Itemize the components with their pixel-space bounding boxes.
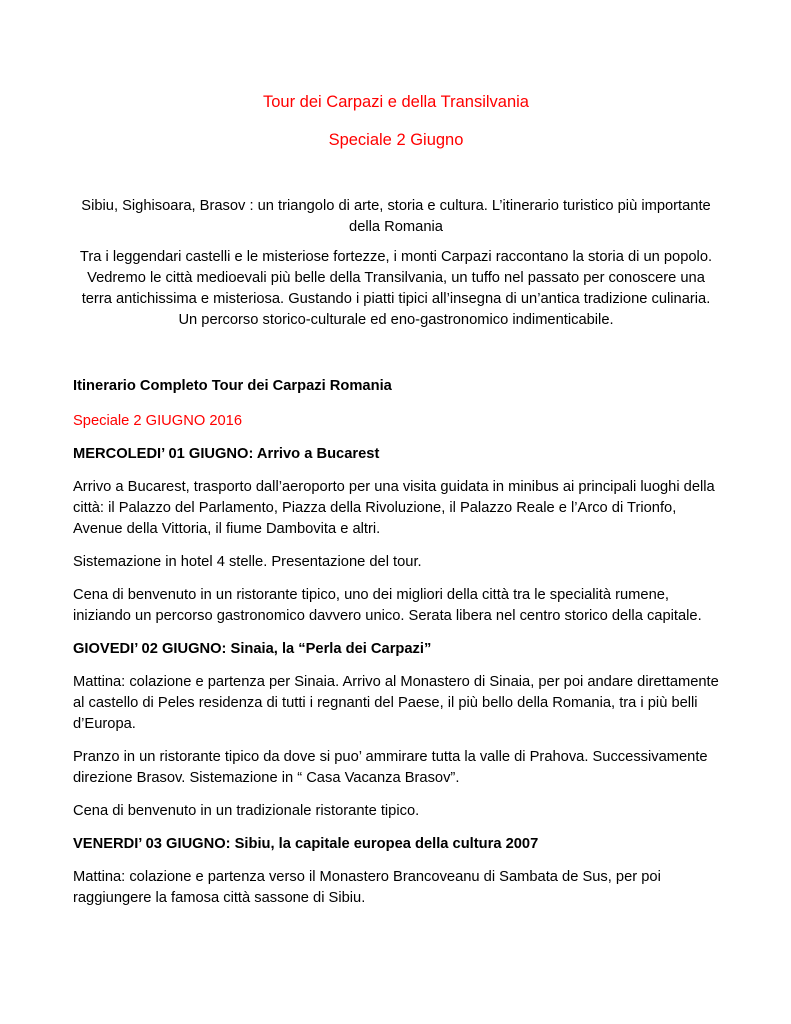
day-heading: MERCOLEDI’ 01 GIUGNO: Arrivo a Bucarest (73, 446, 380, 462)
day-paragraph: Sistemazione in hotel 4 stelle. Presentazione del tour. (73, 554, 422, 570)
day-paragraph: Cena di benvenuto in un tradizionale ristorante tipico. (73, 803, 420, 819)
intro-body: Tra i leggendari castelli e le misteriose fortezze, i monti Carpazi raccontano la storia di un popolo. Vedremo le città medioevali più belle della Transilvania, un tuffo nel passato per conoscere una terra antichissima e misteriosa. Gustando i piatti tipici all’insegna di un’antica tradizione culinaria. Un percorso storico-culturale ed eno-gastronomico indimenticabile. (79, 249, 713, 328)
intro-lead: Sibiu, Sighisoara, Brasov : un triangolo di arte, storia e cultura. L’itinerario turistico più importante della Romania (81, 198, 711, 235)
day-paragraph: Cena di benvenuto in un ristorante tipico, uno dei migliori della città tra le specialità rumene, iniziando un percorso gastronomico davvero unico. Serata libera nel centro storico della capitale. (73, 587, 702, 624)
document-title: Tour dei Carpazi e della Transilvania (263, 93, 529, 111)
document-subtitle: Speciale 2 Giugno (328, 131, 464, 149)
day-paragraph: Mattina: colazione e partenza per Sinaia. Arrivo al Monastero di Sinaia, per poi andare direttamente al castello di Peles residenza di tutti i regnanti del Paese, il più bello della Romania, tra i più belli d’Europa. (73, 674, 719, 732)
day-paragraph: Mattina: colazione e partenza verso il Monastero Brancoveanu di Sambata de Sus, per poi raggiungere la famosa città sassone di Sibiu. (73, 869, 661, 906)
day-heading: GIOVEDI’ 02 GIUGNO: Sinaia, la “Perla dei Carpazi” (73, 641, 432, 657)
day-paragraph: Arrivo a Bucarest, trasporto dall’aeroporto per una visita guidata in minibus ai principali luoghi della città: il Palazzo del Parlamento, Piazza della Rivoluzione, il Palazzo Reale e l’Arco di Trionfo, Avenue della Vittoria, il fiume Dambovita e altri. (73, 479, 715, 537)
itinerary-heading: Itinerario Completo Tour dei Carpazi Romania (73, 378, 392, 394)
day-heading: VENERDI’ 03 GIUGNO: Sibiu, la capitale europea della cultura 2007 (73, 836, 539, 852)
itinerary-special: Speciale 2 GIUGNO 2016 (73, 413, 242, 429)
day-paragraph: Pranzo in un ristorante tipico da dove si puo’ ammirare tutta la valle di Prahova. Successivamente direzione Brasov. Sistemazione in “ Casa Vacanza Brasov”. (73, 749, 708, 786)
